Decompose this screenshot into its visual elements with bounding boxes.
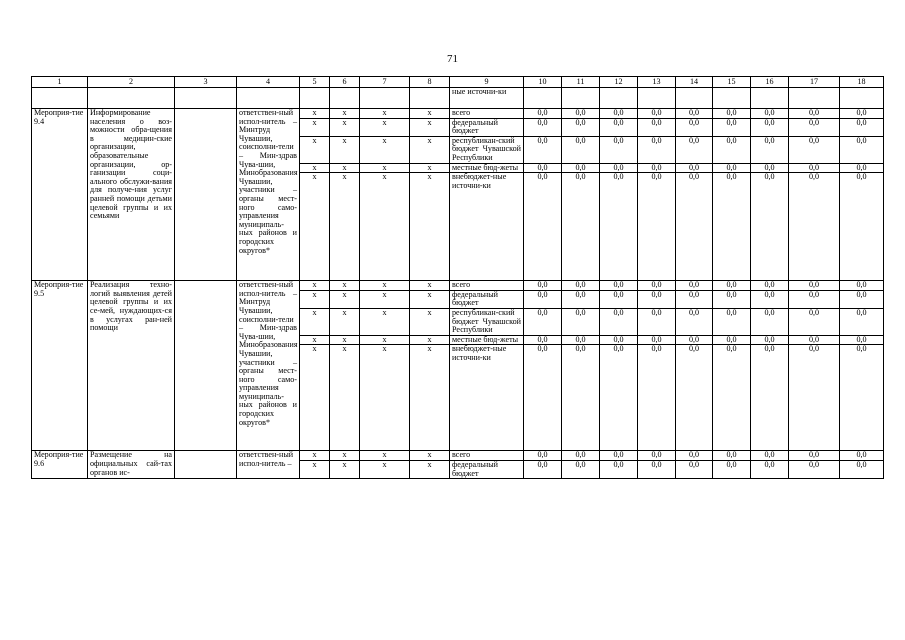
value-cell: 0,0: [638, 173, 676, 281]
value-cell: 0,0: [713, 308, 751, 335]
event-name: Размещение на официальных сай-тах органов ис-: [88, 451, 175, 479]
value-cell: 0,0: [600, 308, 638, 335]
empty-cell: [713, 88, 751, 109]
value-cell: 0,0: [524, 335, 562, 345]
header-cell: 15: [713, 77, 751, 88]
code-mark: x: [360, 136, 410, 163]
value-cell: 0,0: [524, 136, 562, 163]
table-row: [32, 451, 884, 461]
code-mark: x: [360, 460, 410, 478]
code-mark: x: [410, 118, 450, 136]
header-cell: 7: [360, 77, 410, 88]
source-cell: федеральный бюджет: [450, 290, 524, 308]
value-cell: 0,0: [840, 163, 884, 173]
code-mark: x: [360, 281, 410, 291]
code-mark: x: [300, 173, 330, 281]
code-mark: x: [410, 308, 450, 335]
empty-cell: [300, 88, 330, 109]
value-cell: 0,0: [840, 460, 884, 478]
code-mark: x: [360, 163, 410, 173]
value-cell: 0,0: [600, 281, 638, 291]
value-cell: 0,0: [524, 451, 562, 461]
empty-cell: [237, 88, 300, 109]
table-body: [32, 77, 884, 479]
code-mark: x: [410, 460, 450, 478]
value-cell: 0,0: [789, 290, 840, 308]
code-mark: x: [300, 345, 330, 451]
value-cell: 0,0: [600, 451, 638, 461]
value-cell: 0,0: [562, 173, 600, 281]
event-executor: ответствен-ный испол-нитель – Минтруд Чувашии, соисполни-тели – Мин-здрав Чува-шии, Минобразования Чувашии, участники – органы мест-ного само-управления муниципаль-ных районов и городских округов*: [237, 281, 300, 451]
header-cell: 18: [840, 77, 884, 88]
header-cell: 12: [600, 77, 638, 88]
code-mark: x: [360, 451, 410, 461]
code-mark: x: [330, 163, 360, 173]
value-cell: 0,0: [600, 345, 638, 451]
value-cell: 0,0: [713, 290, 751, 308]
value-cell: 0,0: [789, 173, 840, 281]
value-cell: 0,0: [638, 281, 676, 291]
value-cell: 0,0: [676, 308, 713, 335]
header-cell: 6: [330, 77, 360, 88]
event-code: Мероприя-тие 9.6: [32, 451, 88, 479]
source-cell: федеральный бюджет: [450, 460, 524, 478]
code-mark: x: [330, 290, 360, 308]
value-cell: 0,0: [751, 118, 789, 136]
value-cell: 0,0: [524, 308, 562, 335]
header-cell: 4: [237, 77, 300, 88]
value-cell: 0,0: [751, 109, 789, 119]
value-cell: 0,0: [751, 136, 789, 163]
page-number: 71: [447, 53, 458, 65]
value-cell: 0,0: [713, 345, 751, 451]
header-cell: 3: [175, 77, 237, 88]
event-code: Мероприя-тие 9.4: [32, 109, 88, 281]
value-cell: 0,0: [751, 173, 789, 281]
code-mark: x: [330, 109, 360, 119]
value-cell: 0,0: [562, 460, 600, 478]
header-cell: 14: [676, 77, 713, 88]
value-cell: 0,0: [751, 290, 789, 308]
header-cell: 9: [450, 77, 524, 88]
code-mark: x: [300, 451, 330, 461]
value-cell: 0,0: [751, 308, 789, 335]
code-mark: x: [360, 290, 410, 308]
code-mark: x: [330, 281, 360, 291]
value-cell: 0,0: [638, 460, 676, 478]
event-code: Мероприя-тие 9.5: [32, 281, 88, 451]
code-mark: x: [410, 281, 450, 291]
value-cell: 0,0: [713, 460, 751, 478]
code-mark: x: [330, 345, 360, 451]
value-cell: 0,0: [751, 345, 789, 451]
code-mark: x: [300, 136, 330, 163]
value-cell: 0,0: [789, 118, 840, 136]
empty-cell: [751, 88, 789, 109]
value-cell: 0,0: [600, 460, 638, 478]
value-cell: 0,0: [524, 163, 562, 173]
empty-cell: [175, 451, 237, 479]
value-cell: 0,0: [562, 109, 600, 119]
table-row: [32, 109, 884, 119]
empty-cell: [600, 88, 638, 109]
value-cell: 0,0: [840, 173, 884, 281]
empty-cell: [840, 88, 884, 109]
value-cell: 0,0: [789, 308, 840, 335]
header-cell: 2: [88, 77, 175, 88]
code-mark: x: [330, 173, 360, 281]
table-row: [32, 281, 884, 291]
code-mark: x: [300, 308, 330, 335]
code-mark: x: [300, 460, 330, 478]
code-mark: x: [410, 345, 450, 451]
empty-cell: [32, 88, 88, 109]
code-mark: x: [410, 109, 450, 119]
source-cell: внебюджет-ные источни-ки: [450, 345, 524, 451]
value-cell: 0,0: [789, 109, 840, 119]
header-cell: 10: [524, 77, 562, 88]
value-cell: 0,0: [676, 460, 713, 478]
value-cell: 0,0: [638, 335, 676, 345]
source-cell: ные источни-ки: [450, 88, 524, 109]
source-cell: всего: [450, 109, 524, 119]
empty-cell: [330, 88, 360, 109]
value-cell: 0,0: [638, 163, 676, 173]
value-cell: 0,0: [789, 345, 840, 451]
value-cell: 0,0: [789, 460, 840, 478]
value-cell: 0,0: [840, 290, 884, 308]
value-cell: 0,0: [713, 118, 751, 136]
value-cell: 0,0: [638, 118, 676, 136]
value-cell: 0,0: [562, 290, 600, 308]
code-mark: x: [360, 118, 410, 136]
value-cell: 0,0: [713, 109, 751, 119]
code-mark: x: [330, 460, 360, 478]
value-cell: 0,0: [789, 136, 840, 163]
value-cell: 0,0: [713, 163, 751, 173]
value-cell: 0,0: [562, 136, 600, 163]
value-cell: 0,0: [751, 451, 789, 461]
continuation-row: [32, 88, 884, 109]
value-cell: 0,0: [676, 109, 713, 119]
value-cell: 0,0: [840, 451, 884, 461]
code-mark: x: [300, 290, 330, 308]
code-mark: x: [410, 451, 450, 461]
value-cell: 0,0: [676, 281, 713, 291]
empty-cell: [175, 109, 237, 281]
code-mark: x: [300, 335, 330, 345]
value-cell: 0,0: [789, 335, 840, 345]
event-executor: ответствен-ный испол-нитель –: [237, 451, 300, 479]
empty-cell: [88, 88, 175, 109]
value-cell: 0,0: [840, 335, 884, 345]
value-cell: 0,0: [524, 281, 562, 291]
value-cell: 0,0: [840, 118, 884, 136]
code-mark: x: [410, 335, 450, 345]
value-cell: 0,0: [600, 136, 638, 163]
header-cell: 17: [789, 77, 840, 88]
value-cell: 0,0: [562, 281, 600, 291]
code-mark: x: [330, 335, 360, 345]
value-cell: 0,0: [562, 335, 600, 345]
code-mark: x: [300, 281, 330, 291]
source-cell: республикан-ский бюджет Чувашской Республики: [450, 308, 524, 335]
code-mark: x: [360, 345, 410, 451]
value-cell: 0,0: [524, 460, 562, 478]
value-cell: 0,0: [676, 163, 713, 173]
value-cell: 0,0: [600, 109, 638, 119]
value-cell: 0,0: [713, 281, 751, 291]
value-cell: 0,0: [562, 451, 600, 461]
empty-cell: [789, 88, 840, 109]
source-cell: всего: [450, 451, 524, 461]
header-cell: 16: [751, 77, 789, 88]
source-cell: внебюджет-ные источни-ки: [450, 173, 524, 281]
value-cell: 0,0: [789, 281, 840, 291]
event-name: Реализация техно-логий выявления детей целевой группы и их се-мей, нуждающих-ся в услугах ран-ней помощи: [88, 281, 175, 451]
code-mark: x: [300, 163, 330, 173]
source-cell: федеральный бюджет: [450, 118, 524, 136]
code-mark: x: [300, 109, 330, 119]
value-cell: 0,0: [751, 281, 789, 291]
value-cell: 0,0: [524, 290, 562, 308]
value-cell: 0,0: [600, 173, 638, 281]
value-cell: 0,0: [676, 335, 713, 345]
header-row: [32, 77, 884, 88]
value-cell: 0,0: [676, 451, 713, 461]
value-cell: 0,0: [840, 345, 884, 451]
header-cell: 11: [562, 77, 600, 88]
value-cell: 0,0: [840, 136, 884, 163]
source-cell: всего: [450, 281, 524, 291]
value-cell: 0,0: [562, 163, 600, 173]
code-mark: x: [410, 136, 450, 163]
code-mark: x: [410, 173, 450, 281]
code-mark: x: [360, 173, 410, 281]
value-cell: 0,0: [676, 173, 713, 281]
value-cell: 0,0: [638, 136, 676, 163]
value-cell: 0,0: [751, 163, 789, 173]
code-mark: x: [360, 335, 410, 345]
value-cell: 0,0: [676, 136, 713, 163]
empty-cell: [524, 88, 562, 109]
code-mark: x: [330, 118, 360, 136]
header-cell: 5: [300, 77, 330, 88]
code-mark: x: [330, 308, 360, 335]
header-cell: 8: [410, 77, 450, 88]
empty-cell: [360, 88, 410, 109]
source-cell: местные бюд-жеты: [450, 335, 524, 345]
header-cell: 1: [32, 77, 88, 88]
value-cell: 0,0: [713, 451, 751, 461]
event-name: Информирование населения о воз-можности обра-щения в медицин-ские организации, образовательные организации, ор-ганизации соци-ального обслужи-вания для получе-ния услуг ранней помощи детьми целевой группы и их семьями: [88, 109, 175, 281]
source-cell: республикан-ский бюджет Чувашской Республики: [450, 136, 524, 163]
empty-cell: [676, 88, 713, 109]
code-mark: x: [410, 163, 450, 173]
empty-cell: [410, 88, 450, 109]
value-cell: 0,0: [524, 118, 562, 136]
value-cell: 0,0: [676, 118, 713, 136]
empty-cell: [638, 88, 676, 109]
value-cell: 0,0: [524, 109, 562, 119]
header-cell: 13: [638, 77, 676, 88]
value-cell: 0,0: [638, 345, 676, 451]
empty-cell: [175, 88, 237, 109]
value-cell: 0,0: [676, 345, 713, 451]
value-cell: 0,0: [840, 281, 884, 291]
value-cell: 0,0: [600, 118, 638, 136]
value-cell: 0,0: [713, 173, 751, 281]
value-cell: 0,0: [789, 451, 840, 461]
value-cell: 0,0: [524, 345, 562, 451]
code-mark: x: [360, 308, 410, 335]
code-mark: x: [410, 290, 450, 308]
value-cell: 0,0: [562, 308, 600, 335]
value-cell: 0,0: [600, 163, 638, 173]
value-cell: 0,0: [840, 308, 884, 335]
value-cell: 0,0: [600, 290, 638, 308]
value-cell: 0,0: [638, 290, 676, 308]
value-cell: 0,0: [638, 109, 676, 119]
funding-table: [31, 76, 884, 479]
value-cell: 0,0: [751, 460, 789, 478]
value-cell: 0,0: [789, 163, 840, 173]
code-mark: x: [360, 109, 410, 119]
value-cell: 0,0: [713, 335, 751, 345]
value-cell: 0,0: [562, 118, 600, 136]
event-executor: ответствен-ный испол-нитель – Минтруд Чувашии, соисполни-тели – Мин-здрав Чува-шии, Минобразования Чувашии, участники – органы мест-ного само-управления муниципаль-ных районов и городских округов*: [237, 109, 300, 281]
value-cell: 0,0: [638, 451, 676, 461]
empty-cell: [175, 281, 237, 451]
value-cell: 0,0: [600, 335, 638, 345]
value-cell: 0,0: [676, 290, 713, 308]
value-cell: 0,0: [840, 109, 884, 119]
code-mark: x: [300, 118, 330, 136]
source-cell: местные бюд-жеты: [450, 163, 524, 173]
empty-cell: [562, 88, 600, 109]
value-cell: 0,0: [562, 345, 600, 451]
value-cell: 0,0: [638, 308, 676, 335]
code-mark: x: [330, 451, 360, 461]
code-mark: x: [330, 136, 360, 163]
value-cell: 0,0: [524, 173, 562, 281]
value-cell: 0,0: [751, 335, 789, 345]
value-cell: 0,0: [713, 136, 751, 163]
